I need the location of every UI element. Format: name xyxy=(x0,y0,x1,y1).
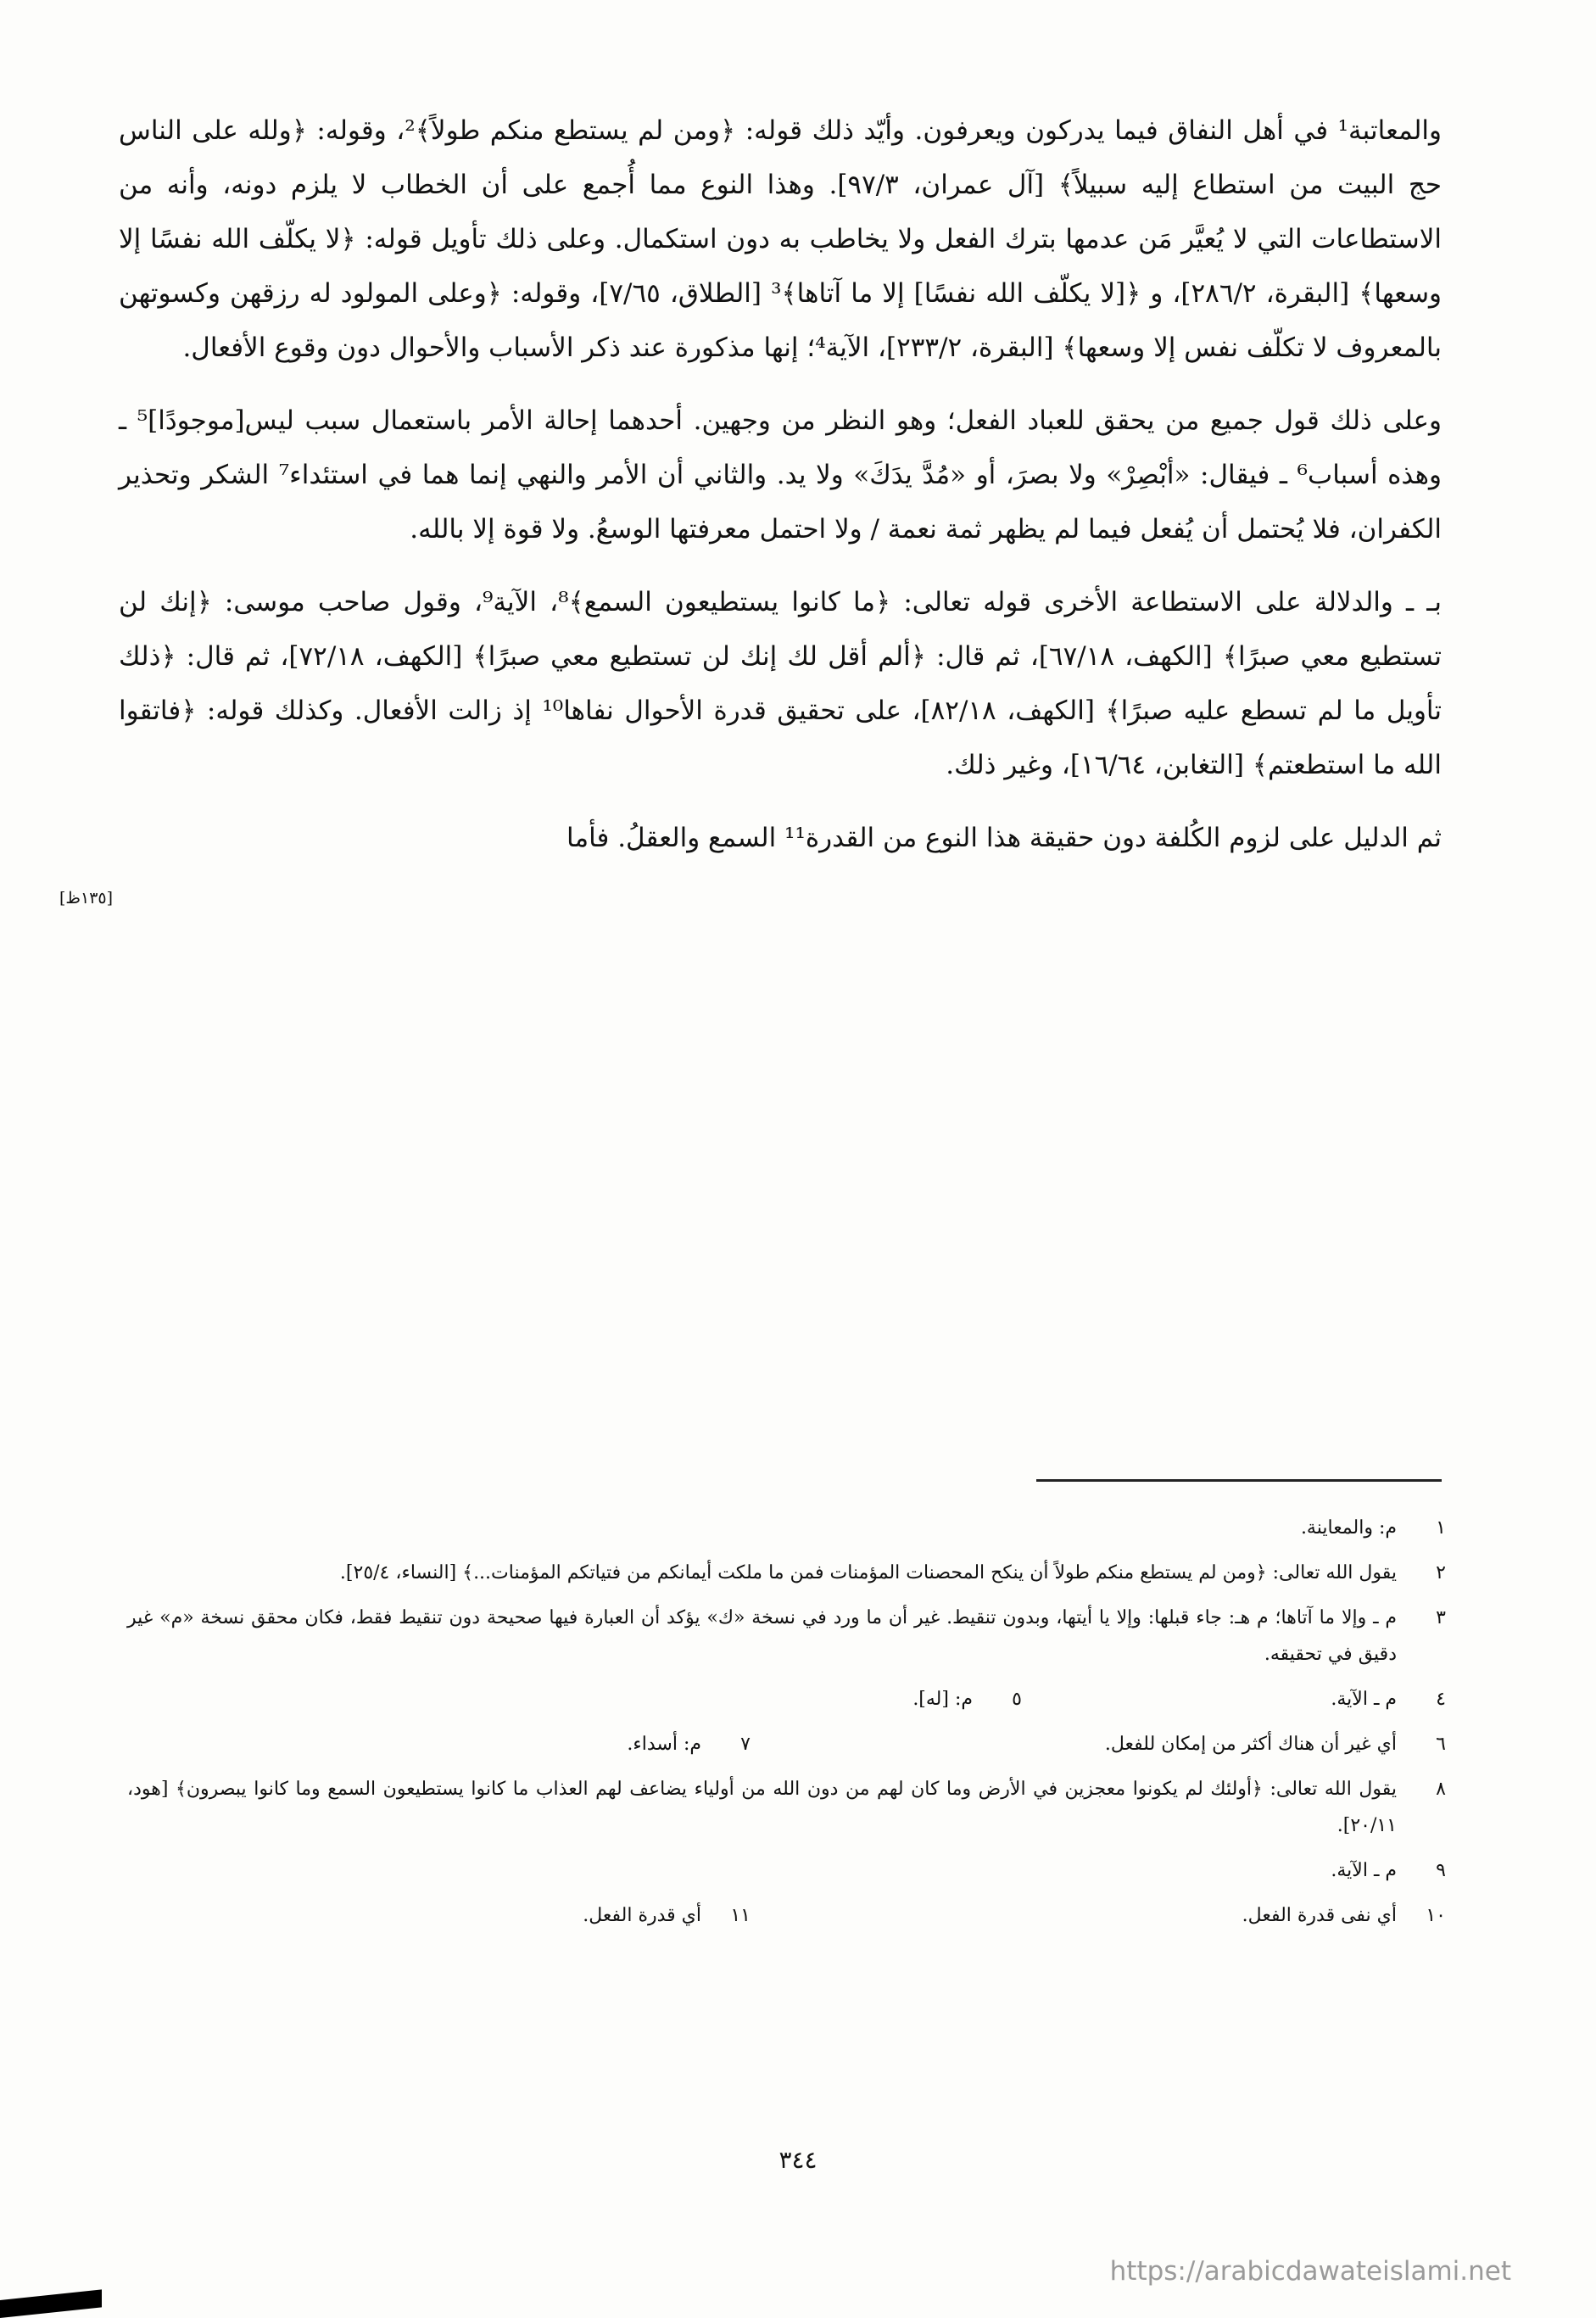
footnote-text: يقول الله تعالى: ﴿أولئك لم يكونوا معجزين في الأرض وما كان لهم من دون الله من أولياء يضاعف لهم العذاب ما كانوا يستطيعون السمع وما كانوا يبصرون﴾ [هود، ٢٠/١١]. xyxy=(127,1779,1397,1836)
footnote-row-4-5 xyxy=(127,1681,1446,1718)
footnote-10 xyxy=(751,1897,1446,1934)
footnote-number: ٩ xyxy=(1436,1860,1446,1881)
scan-edge-shadow xyxy=(0,2289,102,2318)
main-text xyxy=(119,103,1442,865)
footnote-6 xyxy=(751,1726,1446,1762)
footnote-text: أي غير أن هناك أكثر من إمكان للفعل. xyxy=(1104,1734,1397,1755)
paragraph-3: بـ ـ والدلالة على الاستطاعة الأخرى قوله تعالى: ﴿ما كانوا يستطيعون السمع﴾⁸، الآية⁹، وقول صاحب موسى: ﴿إنك لن تستطيع معي صبرًا﴾ [الكهف، ٦٧/١٨]، ثم قال: ﴿ألم أقل لك إنك لن تستطيع معي صبرًا﴾ [الكهف، ٧٢/١٨]، ثم قال: ﴿ذلك تأويل ما لم تسطع عليه صبرًا﴾ [الكهف، ٨٢/١٨]، على تحقيق قدرة الأحوال نفاها¹⁰ إذ زالت الأفعال. وكذلك قوله: ﴿فاتقوا الله ما استطعتم﴾ [التغابن، ١٦/٦٤]، وغير ذلك. xyxy=(119,587,1442,780)
page-number: ٣٤٤ xyxy=(778,2146,818,2174)
manuscript-folio-marker: [١٣٥ظ] xyxy=(59,889,114,908)
footnote-row-10-11 xyxy=(127,1897,1446,1934)
watermark-url: https://arabicdawateislami.net xyxy=(1109,2256,1511,2287)
footnote-9 xyxy=(127,1852,1446,1889)
footnote-text: م ـ وإلا ما آتاها؛ م هـ: جاء قبلها: وإلا يا أيتها، وبدون تنقيط. غير أن ما ورد في نسخة «ك» يؤكد أن العبارة فيها صحيحة دون تنقيط فقط، فكان محقق نسخة «م» غير دقيق في تحقيقه. xyxy=(127,1607,1397,1665)
footnote-text: يقول الله تعالى: ﴿ومن لم يستطع منكم طولاً أن ينكح المحصنات المؤمنات فمن ما ملكت أيمانكم من فتياتكم المؤمنات...﴾ [النساء، ٢٥/٤]. xyxy=(339,1562,1397,1584)
footnote-5 xyxy=(598,1681,1022,1718)
paragraph-2: وعلى ذلك قول جميع من يحقق للعباد الفعل؛ وهو النظر من وجهين. أحدهما إحالة الأمر باستعمال سبب ليس[موجودًا]⁵ ـ وهذه أسباب⁶ ـ فيقال: «أبْصِرْ» ولا بصرَ، أو «مُدَّ يدَكَ» ولا يد. والثاني أن الأمر والنهي إنما هما في استئداء⁷ الشكر وتحذير الكفران، فلا يُحتمل أن يُفعل فيما لم يظهر ثمة نعمة / ولا احتمل معرفتها الوسعُ. ولا قوة إلا بالله. xyxy=(119,405,1443,545)
footnote-number: ٨ xyxy=(1436,1779,1446,1800)
footnote-text: م ـ الآية. xyxy=(1331,1689,1397,1710)
footnote-3 xyxy=(127,1600,1446,1673)
footnote-number: ٣ xyxy=(1436,1607,1446,1628)
footnote-number: ٦ xyxy=(1436,1734,1446,1755)
footnote-4 xyxy=(1022,1681,1446,1718)
footnote-number: ٢ xyxy=(1436,1562,1446,1584)
footnote-text: م ـ الآية. xyxy=(1331,1860,1397,1881)
paragraph-4: ثم الدليل على لزوم الكُلفة دون حقيقة هذا النوع من القدرة¹¹ السمع والعقلُ. فأما xyxy=(566,823,1442,853)
footnote-8 xyxy=(127,1771,1446,1844)
footnote-number: ١٠ xyxy=(1426,1905,1446,1926)
footnote-number: ٧ xyxy=(740,1734,751,1755)
paragraph-1: والمعاتبة¹ في أهل النفاق فيما يدركون ويعرفون. وأيّد ذلك قوله: ﴿ومن لم يستطع منكم طولاً﴾²، وقوله: ﴿ولله على الناس حج البيت من استطاع إليه سبيلاً﴾ [آل عمران، ٩٧/٣]. وهذا النوع مما أُجمع على أن الخطاب لا يلزم دونه، وأنه من الاستطاعات التي لا يُعيَّر مَن عدمها بترك الفعل ولا يخاطب به دون استكمال. وعلى ذلك تأويل قوله: ﴿لا يكلّف الله نفسًا إلا وسعها﴾ [البقرة، ٢٨٦/٢]، و ﴿[لا يكلّف الله نفسًا] إلا ما آتاها﴾³ [الطلاق، ٧/٦٥]، وقوله: ﴿وعلى المولود له رزقهن وكسوتهن بالمعروف لا تكلّف نفس إلا وسعها﴾ [البقرة، ٢٣٣/٢]، الآية⁴؛ إنها مذكورة عند ذكر الأسباب والأحوال دون وقوع الأفعال. xyxy=(119,115,1443,363)
footnote-number: ٥ xyxy=(1012,1689,1022,1710)
footnote-number: ١ xyxy=(1436,1517,1446,1539)
footnote-row-6-7 xyxy=(127,1726,1446,1762)
footnotes xyxy=(127,1510,1446,1942)
footnote-text: أي نفى قدرة الفعل. xyxy=(1242,1905,1397,1926)
footnote-1 xyxy=(127,1510,1446,1546)
footnote-text: م: والمعاينة. xyxy=(1300,1517,1397,1539)
footnote-separator xyxy=(1036,1479,1442,1482)
footnote-2 xyxy=(127,1555,1446,1591)
footnote-text: أي قدرة الفعل. xyxy=(583,1905,701,1926)
footnote-text: م: [له]. xyxy=(912,1689,973,1710)
footnote-7 xyxy=(326,1726,751,1762)
footnote-11 xyxy=(326,1897,751,1934)
footnote-number: ١١ xyxy=(730,1905,751,1926)
footnote-number: ٤ xyxy=(1436,1689,1446,1710)
footnote-text: م: أسداء. xyxy=(627,1734,701,1755)
